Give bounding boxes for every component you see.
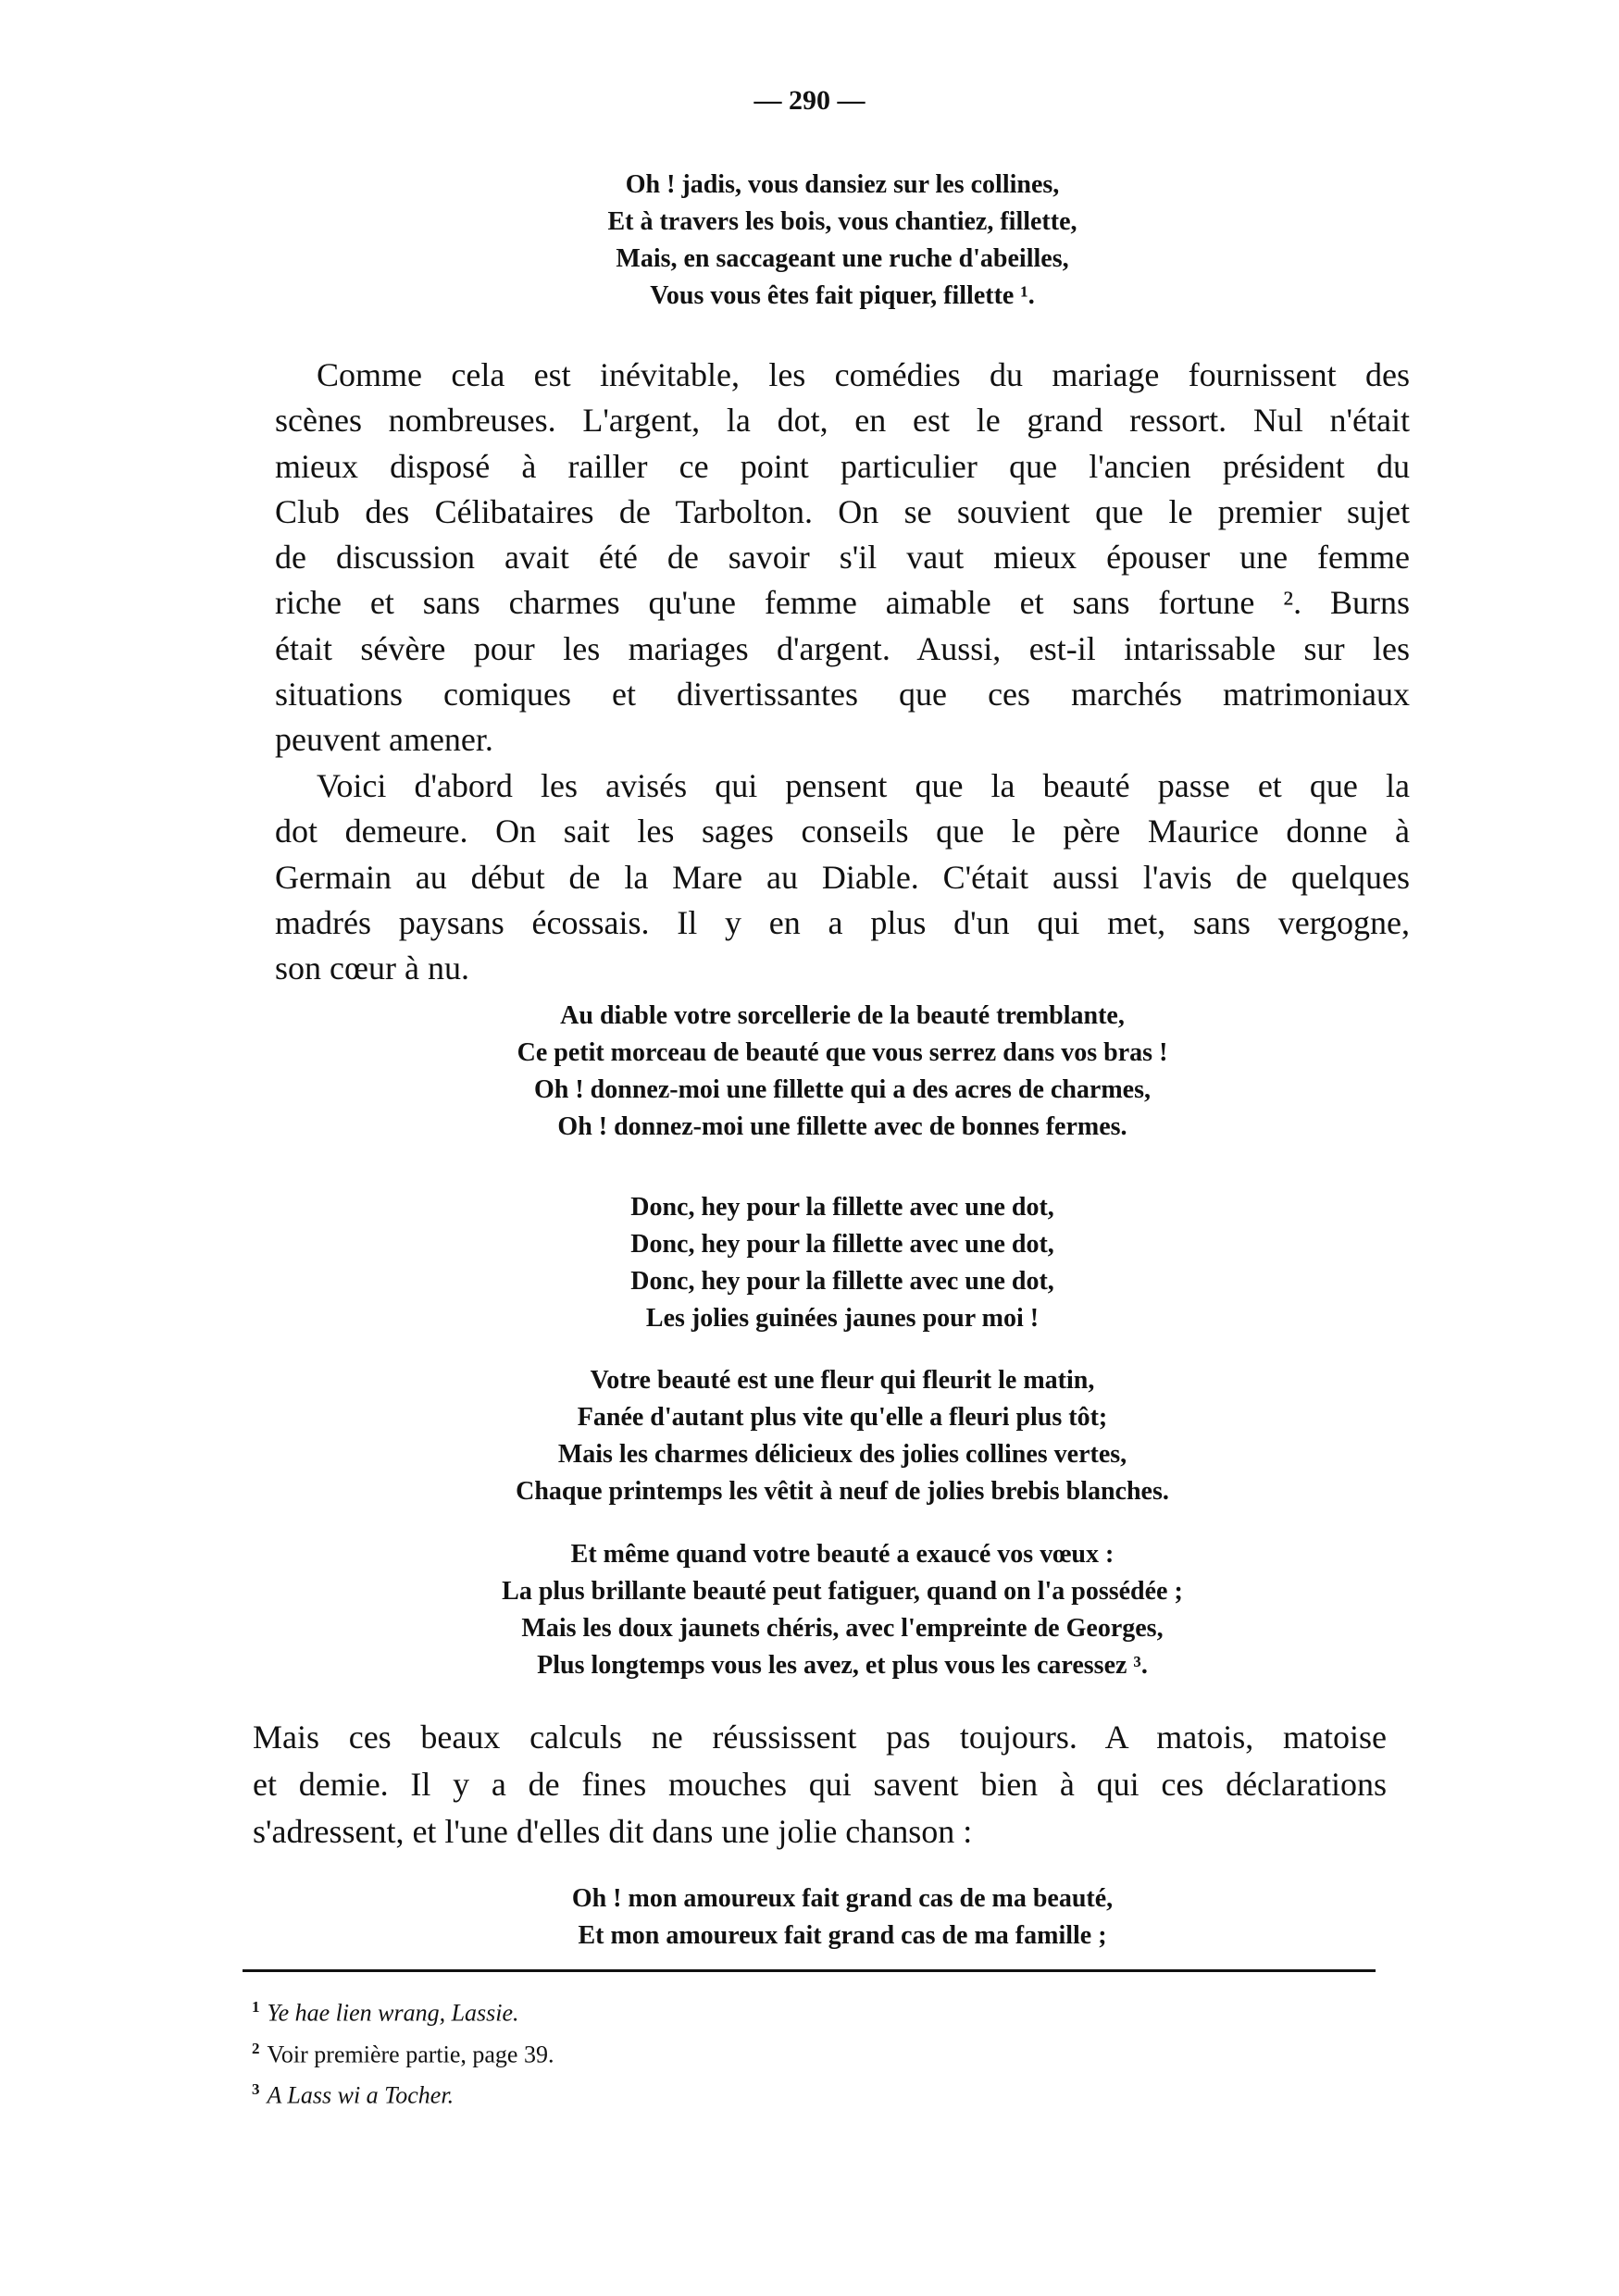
footnote-number: 3: [252, 2080, 260, 2099]
paragraph-line: situations comiques et divertissantes que ces marchés matrimoniaux: [275, 676, 1410, 714]
footnote-number: 2: [252, 2039, 260, 2057]
verse-stanza: [278, 1880, 1407, 1955]
paragraph-line: madrés paysans écossais. Il y en a plus d'un qui met, sans vergogne,: [275, 903, 1410, 941]
verse-stanza: [278, 1189, 1407, 1337]
verse-line: Ce petit morceau de beauté que vous serrez dans vos bras !: [517, 1038, 1168, 1067]
paragraph-line: était sévère pour les mariages d'argent. Aussi, est-il intarissable sur les: [275, 629, 1410, 667]
verse-line: Et à travers les bois, vous chantiez, fillette,: [607, 207, 1077, 236]
paragraph-line: de discussion avait été de savoir s'il vaut mieux épouser une femme: [275, 539, 1410, 577]
footnote: [252, 2031, 554, 2073]
paragraph-line: dot demeure. On sait les sages conseils que le père Maurice donne à: [275, 813, 1410, 850]
verse-line: Chaque printemps les vêtit à neuf de jolies brebis blanches.: [516, 1477, 1169, 1506]
verse-line: Plus longtemps vous les avez, et plus vous les caressez ³.: [537, 1651, 1148, 1680]
verse-line: Votre beauté est une fleur qui fleurit le matin,: [590, 1366, 1095, 1395]
footnote-text: A Lass wi a Tocher.: [267, 2081, 455, 2109]
body-paragraph: [275, 353, 1410, 763]
verse-line: La plus brillante beauté peut fatiguer, quand on l'a possédée ;: [502, 1577, 1183, 1606]
paragraph-line: son cœur à nu.: [275, 949, 469, 987]
footnote: [252, 2072, 554, 2114]
footnote: [252, 1990, 554, 2031]
verse-line: Vous vous êtes fait piquer, fillette ¹.: [650, 281, 1035, 310]
paragraph-line: Voici d'abord les avisés qui pensent que la beauté passe et que la: [317, 767, 1410, 804]
body-paragraph: [253, 1714, 1387, 1855]
verse-line: Donc, hey pour la fillette avec une dot,: [630, 1267, 1054, 1296]
verse-line: Mais les doux jaunets chéris, avec l'empreinte de Georges,: [521, 1614, 1164, 1643]
paragraph-line: scènes nombreuses. L'argent, la dot, en est le grand ressort. Nul n'était: [275, 402, 1410, 440]
verse-line: Oh ! donnez-moi une fillette qui a des acres de charmes,: [534, 1075, 1151, 1104]
verse-line: Oh ! jadis, vous dansiez sur les collines,: [625, 170, 1060, 199]
verse-line: Mais, en saccageant une ruche d'abeilles,: [616, 244, 1069, 273]
paragraph-line: Club des Célibataires de Tarbolton. On se souvient que le premier sujet: [275, 492, 1410, 530]
verse-stanza: [278, 167, 1407, 315]
verse-stanza: [278, 998, 1407, 1146]
footnote-number: 1: [252, 1998, 260, 2016]
paragraph-line: Germain au début de la Mare au Diable. C'était aussi l'avis de quelques: [275, 858, 1410, 896]
verse-line: Au diable votre sorcellerie de la beauté tremblante,: [560, 1001, 1125, 1030]
verse-stanza: [278, 1536, 1407, 1684]
paragraph-line: et demie. Il y a de fines mouches qui savent bien à qui ces déclarations: [253, 1766, 1387, 1803]
verse-line: Les jolies guinées jaunes pour moi !: [645, 1304, 1040, 1333]
verse-line: Donc, hey pour la fillette avec une dot,: [630, 1193, 1054, 1222]
paragraph-line: Mais ces beaux calculs ne réussissent pas toujours. A matois, matoise: [253, 1719, 1387, 1756]
paragraph-line: peuvent amener.: [275, 721, 493, 759]
verse-line: Mais les charmes délicieux des jolies collines vertes,: [557, 1440, 1127, 1469]
verse-line: Fanée d'autant plus vite qu'elle a fleuri plus tôt;: [577, 1403, 1108, 1432]
paragraph-line: riche et sans charmes qu'une femme aimable et sans fortune ². Burns: [275, 584, 1410, 622]
verse-line: Oh ! donnez-moi une fillette avec de bonnes fermes.: [557, 1112, 1127, 1141]
paragraph-line: Comme cela est inévitable, les comédies du mariage fournissent des: [317, 356, 1410, 393]
paragraph-line: s'adressent, et l'une d'elles dit dans une jolie chanson :: [253, 1813, 973, 1850]
footnote-divider: [243, 1969, 1376, 1972]
verse-line: Et même quand votre beauté a exaucé vos vœux :: [570, 1540, 1115, 1569]
footnote-text: Ye hae lien wrang, Lassie.: [267, 1999, 519, 2027]
verse-line: Oh ! mon amoureux fait grand cas de ma beauté,: [571, 1884, 1114, 1913]
body-paragraph: [275, 763, 1410, 991]
footnote-text: Voir première partie, page 39.: [267, 2041, 554, 2068]
footnotes: [252, 1990, 554, 2114]
page-number: — 290 —: [753, 85, 866, 116]
verse-line: Et mon amoureux fait grand cas de ma famille ;: [578, 1921, 1107, 1950]
verse-stanza: [278, 1362, 1407, 1510]
verse-line: Donc, hey pour la fillette avec une dot,: [630, 1230, 1054, 1259]
paragraph-line: mieux disposé à railler ce point particulier que l'ancien président du: [275, 447, 1410, 485]
